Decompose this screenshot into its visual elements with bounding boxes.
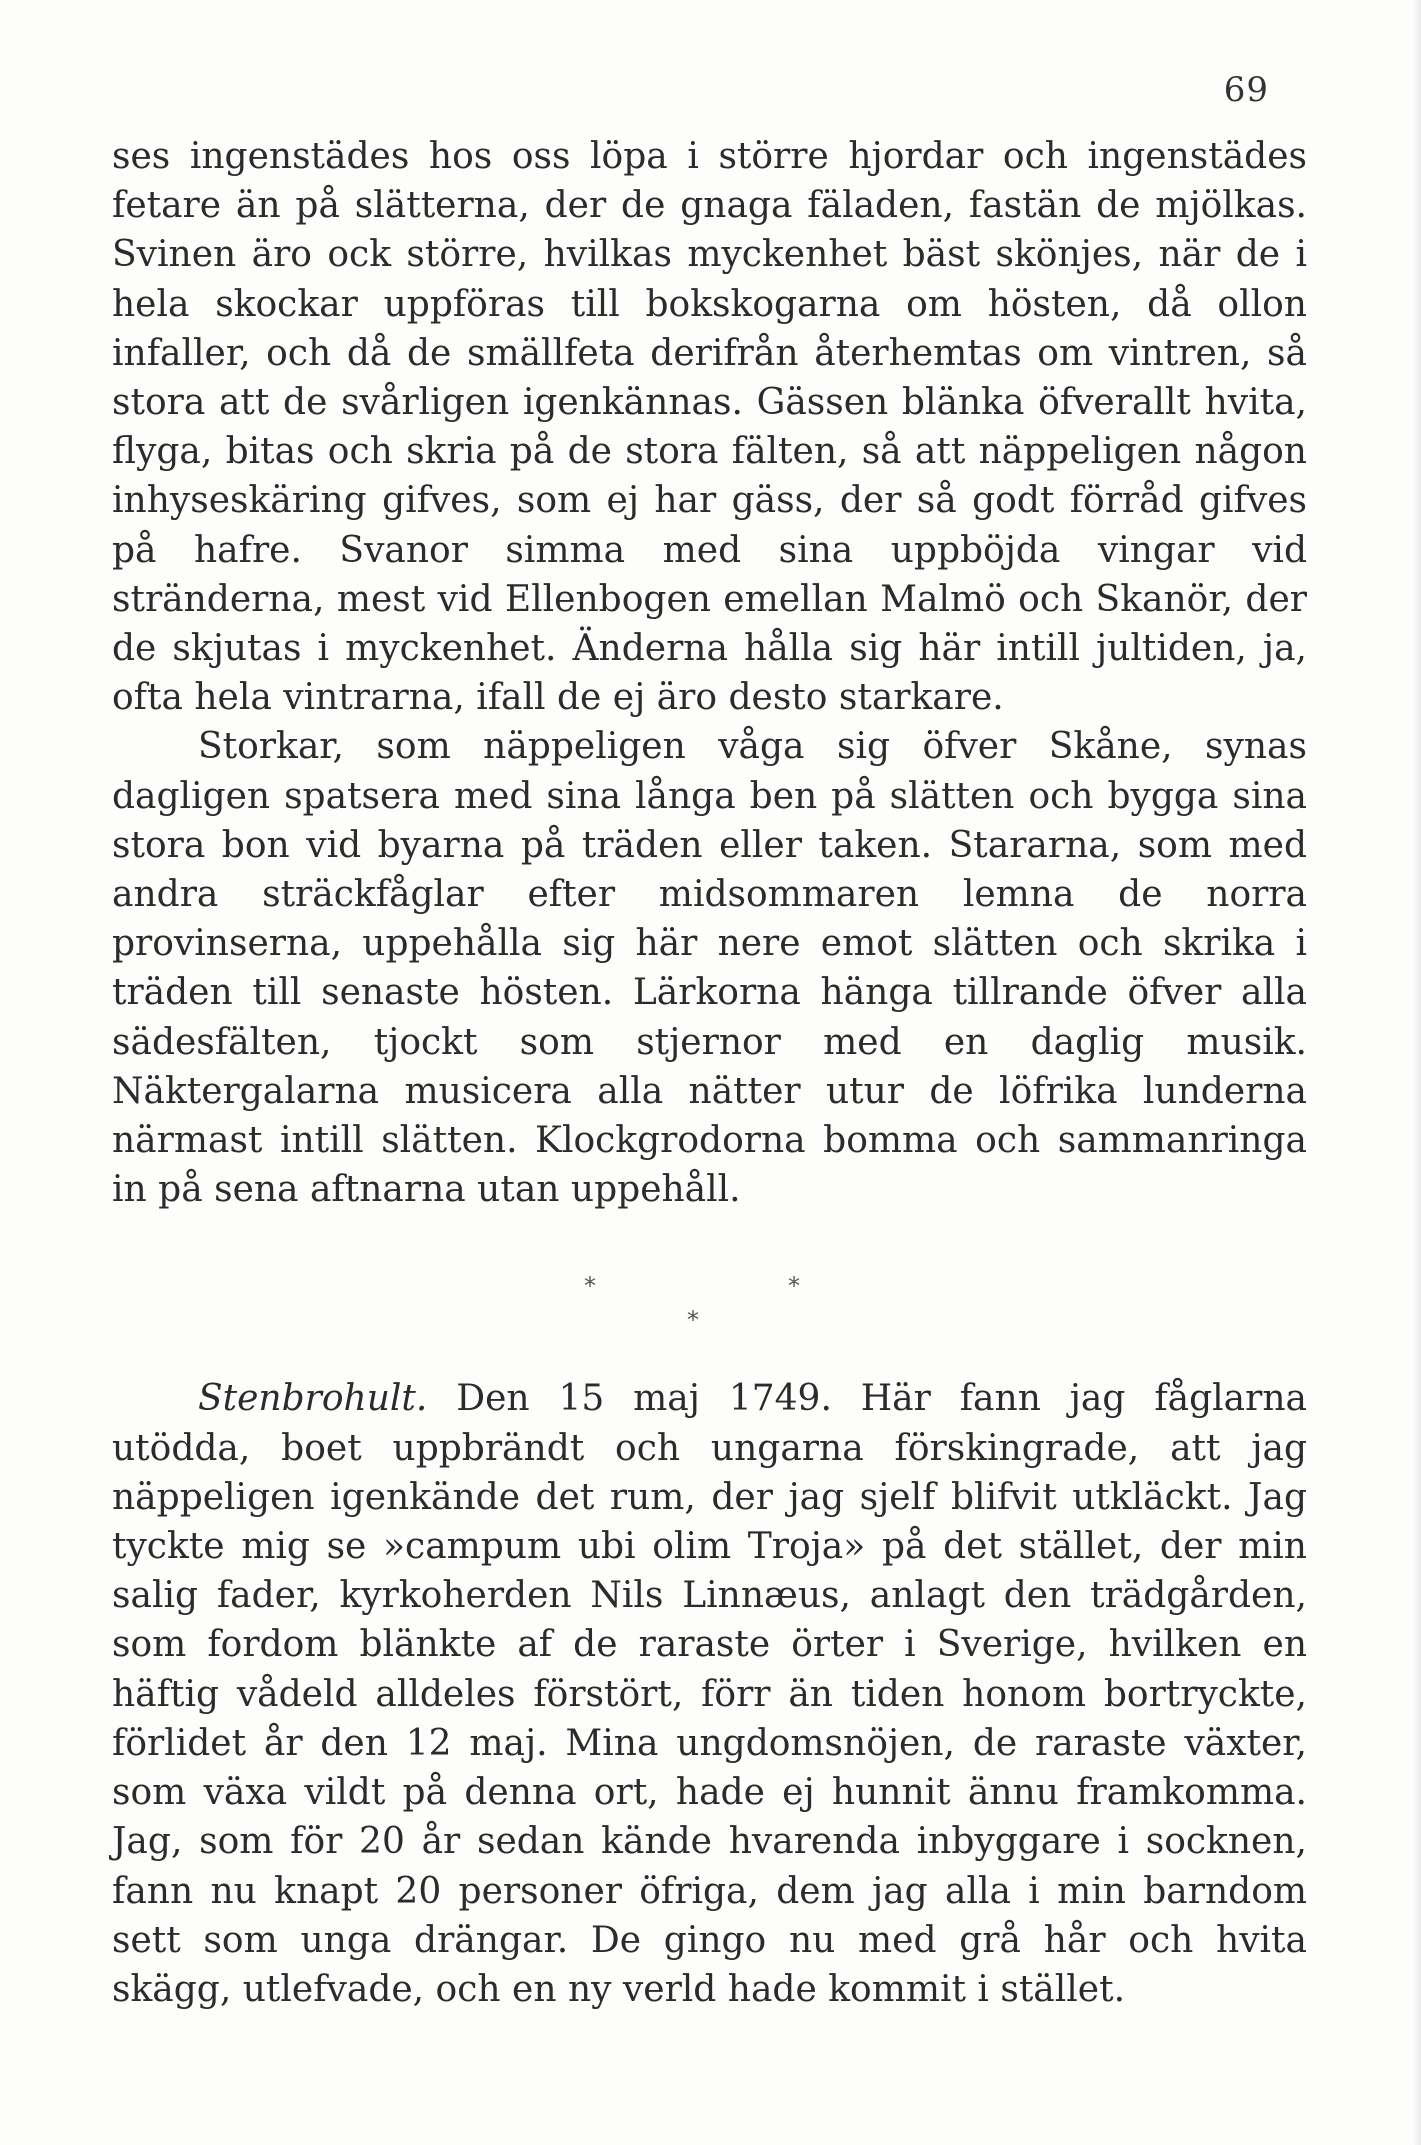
body-text	[112, 132, 1307, 2014]
asterisk-center: *	[687, 1306, 699, 1335]
asterisk-right: *	[788, 1272, 800, 1301]
paragraph-stenbrohult-text: Den 15 maj 1749. Här fann jag fåglarna utödda, boet uppbrändt och ungarna förskingrade, att jag näppeligen igenkände det rum, der jag sjelf blifvit utkläckt. Jag tyckte mig se »campum ubi olim Troja» på det stället, der min salig fader, kyrkoherden Nils Linnæus, anlagt den trädgården, som fordom blänkte af de raraste örter i Sverige, hvilken en häftig vådeld alldeles förstört, förr än tiden honom bortryckte, förlidet år den 12 maj. Mina ungdomsnöjen, de raraste växter, som växa vildt på denna ort, hade ej hunnit ännu framkomma. Jag, som för 20 år sedan kände hvarenda inbyggare i socknen, fann nu knapt 20 personer öfriga, dem jag alla i min barndom sett som unga drängar. De gingo nu med grå hår och hvita skägg, utlefvade, och en ny verld hade kommit i stället.	[112, 1378, 1307, 2010]
paragraph-birds: Storkar, som näppeligen våga sig öfver Skåne, synas dagligen spatsera med sina långa ben på slätten och bygga sina stora bon vid byarna på träden eller taken. Stararna, som med andra sträckfåglar efter midsommaren lemna de norra provinserna, uppehålla sig här nere emot slätten och skrika i träden till senaste hösten. Lärkorna hänga tillrande öfver alla sädesfälten, tjockt som stjernor med en daglig musik. Näktergalarna musicera alla nätter utur de löfrika lunderna närmast intill slätten. Klockgrodorna bomma och sammanringa in på sena aftnarna utan uppehåll.	[112, 726, 1307, 1211]
place-heading: Stenbrohult.	[198, 1378, 428, 1420]
section-separator	[112, 1234, 1307, 1346]
paragraph-stenbrohult	[112, 1374, 1307, 2014]
page-number: 69	[1223, 70, 1269, 110]
page-edge	[1413, 0, 1421, 2145]
asterisk-left: *	[584, 1272, 596, 1301]
paragraph-livestock: ses ingenstädes hos oss löpa i större hjordar och ingenstädes fetare än på slätterna, der de gnaga fäladen, fastän de mjölkas. Svinen äro ock större, hvilkas myckenhet bäst skönjes, när de i hela skockar uppföras till bokskogarna om hösten, då ollon infaller, och då de smällfeta derifrån återhemtas om vintren, så stora att de svårligen igenkännas. Gässen blänka öfverallt hvita, flyga, bitas och skria på de stora fälten, så att näppeligen någon inhyseskäring gifves, som ej har gäss, der så godt förråd gifves på hafre. Svanor simma med sina uppböjda vingar vid stränderna, mest vid Ellenbogen emellan Malmö och Skanör, der de skjutas i myckenhet. Änderna hålla sig här intill jultiden, ja, ofta hela vintrarna, ifall de ej äro desto starkare.	[112, 136, 1307, 719]
